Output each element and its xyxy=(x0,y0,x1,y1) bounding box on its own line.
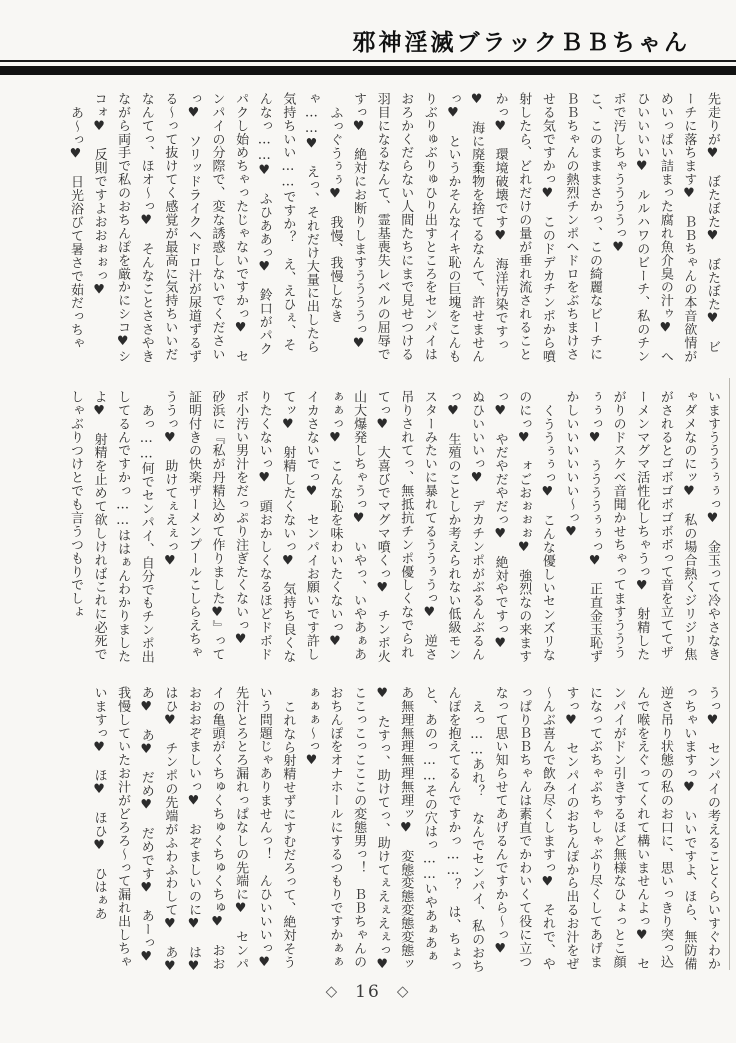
vertical-text-block-1 xyxy=(34,92,724,364)
paragraph: あ～っ♥ 日光浴びて暑さで茹だっちゃ xyxy=(67,105,83,350)
paragraph: くううぅぅっ♥ こんな優しいセンズリなのにっ♥ ォごおぉぉぉ♥ 強烈なの来ますっ♥ やだやだやだっ♥ 絶対やですっ♥ ぬひいいいっ♥ デカチンポがぶるんぶるんっ♥ 生殖のことしか考えられない低級モンスターみたいに暴れてるううぅうっ♥ 逆さ吊りされてっ、無抵抗チンポ優しくなでられてっ♥ 大喜びでマグマ噴くっ♥ チンポ火山大爆発しちゃうっ♥ いやっ、いやあぁあぁぁっ♥ こんな恥を味わいたくないっ♥ イカさないでっ♥ センパイお願いです許してッ♥ 射精したくないっ♥ 気持ち良くなりたくないっ♥ 頭おかしくなるほどドボドボ小汚い男汁をだっぷり注ぎたくないっ♥ 砂浜に『私が丹精込めて作りました♥』って証明付きの快楽ザーメンプールこしらえちゃううっ♥ 助けてぇえぇっ♥ xyxy=(162,390,555,666)
paragraph: うっ♥ センパイの考えることくらいすぐわかっちゃいますっ♥ いいですよ、ほら、無防備逆さ吊り状態の私のお口に、思いっきり突っ込んで喉をえぐってくれて構いませんよっ♥ センパイがドン引きするほど無様なひょっとこ顔になってぶちゃぶちゃしゃぶり尽くしてあげますっ♥ センパイのおちんぽから出るお汁をぜ～んぶ喜んで飲み尽くしますっ♥ それで、やっぱりＢＢちゃんは素直でかわいくて役に立つなって思い知らせてあげるんですから～っ♥ xyxy=(492,686,720,971)
page-title: 邪神淫滅ブラックＢＢちゃん xyxy=(352,29,690,56)
paragraph: これなら射精せずにすむだろって、絶対そういう問題じゃありませんっ！ んひいいいっ♥ 先汁とろとろ漏れっぱなしの先端に♥ センパイの亀頭がくちゅくちゅくちゅくちゅ♥ おおおおおぞましいっ♥ おぞましいのに♥ は♥ はひ♥ チンポの先端がふわふわして♥ あ♥ あ♥ あ♥ だめ♥ だめです♥ あーっ♥ 我慢していたお汁がどろろ～って漏れ出しちゃいますっ♥ ほ♥ ほひ♥ ひはぁあ xyxy=(91,686,296,988)
paragraph: えっ……あれ？ なんでセンパイ、私のおちんぽを抱えてるんですかっ……？ は、ちょっと、あのっ……その穴はっ……いやあぁあぁあ無理無理無理無理ッ♥ 変態変態変態変態ッ♥ たすっ、助けてっ、助けてぇえぇえぇっ♥ ここっこっこここの変態男っ！ ＢＢちゃんのおちんぽをオナホールにするつもりですかぁぁぁぁぁ～っ♥ xyxy=(303,686,485,986)
diamond-icon: ◇ xyxy=(325,982,340,1000)
footer xyxy=(0,982,736,1002)
paragraph: 先走りが♥ ぼたぼた♥ ぼたぼた♥ ビーチに落ちます♥ ＢＢちゃんの本音欲情がめいっぱい詰まった腐れ魚介臭の汁ゥ♥ へひいいいい♥ ルルハワのビーチ、私のチンポで汚しちゃううううっ♥ xyxy=(610,92,720,363)
title-underline xyxy=(0,60,736,62)
vertical-text-block-3 xyxy=(34,686,724,988)
page-body xyxy=(34,92,724,988)
scan-edge-line xyxy=(729,378,730,970)
diamond-icon: ◇ xyxy=(396,982,411,1000)
paragraph: あっ……何でセンパイ、自分でもチンポ出してるんですかっ……ははぁんわかりましたよ♥ 射精を止めて欲しければこれに必死でしゃぶりつけとでも言うつもりでしょ xyxy=(67,390,154,664)
paragraph: いますうううぅぅっ♥ 金玉って冷やさなきゃダメなのにッ♥ 私の場合熱くジリジリ焦がされるとゴボゴボゴボボって音を立ててザーメンマグマ活性化しちゃうっ♥ 射精したがりのドスケベ音聞かせちゃってますうううぅぅっ♥ ううううぅぅっ♥ 正直金玉恥ずかしいいいいいい～っ♥ xyxy=(563,390,720,663)
header-rule xyxy=(0,66,736,75)
vertical-text-block-2 xyxy=(34,390,724,668)
page-number: 16 xyxy=(355,982,381,1002)
paragraph: ふっぐうぅぅ♥ 我慢、我慢しなきゃ……♥ えっ、それだけ大量に出したら気持ちいい……ですか？ え、えひぇ、そんなっ……♥ ふひああっ♥ 鈴口がパクパクし始めちゃったじゃないですかっ♥ センパイの分際で、変な誘惑しないでくださいっ♥ ソリッドライクヘドロ汁が尿道ずるずる～って抜けてく感覚が最高に気持ちいいだなんてっ、ほオ～っ♥ そんなことささやきながら両手で私のおちんぽを厳かにシコ♥シコォ♥ 反則ですよおおぉぉっ♥ xyxy=(91,92,343,363)
paragraph: こ、このまままさかっ、この綺麗なビーチにＢＢちゃんの熱烈チンポヘドロをぶちまけさせる気ですかっ♥ このドデカチンポから噴射したら、どれだけの量が垂れ流されることかっ♥ 環境破壊です♥ 海洋汚染ですっ♥ 海に廃棄物を捨てるなんて、許せませんっ♥ というかそんなイキ恥の巨塊をこんもりぶりゅぶりゅひり出すところをセンパイはおろかくだらない人間たちにまで見せつける羽目になるなんて、霊基喪失レベルの屈辱ですっ♥ 絶対にお断りしますううううっ♥ xyxy=(351,92,603,363)
